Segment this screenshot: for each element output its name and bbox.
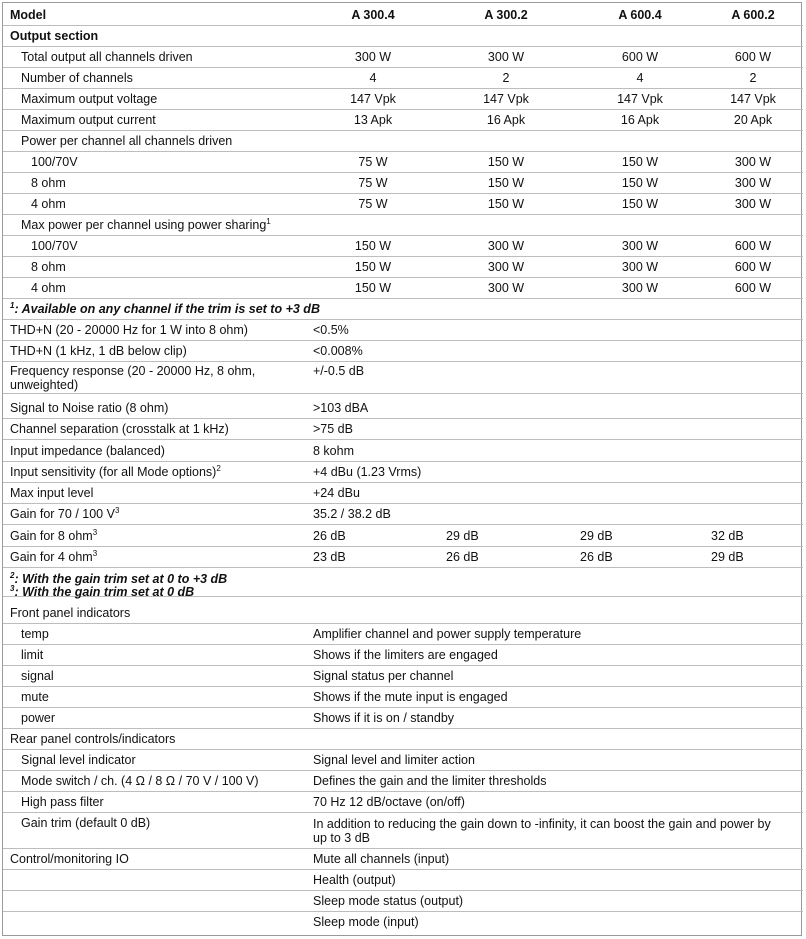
io-value: Sleep mode (input) (313, 915, 419, 929)
channels-label: Number of channels (21, 71, 133, 85)
value-cell: 150 W (487, 176, 525, 190)
value-cell: 600 W (621, 50, 659, 64)
value-cell: 32 dB (711, 529, 744, 543)
footnote-text: : Available on any channel if the trim is set to +3 dB (14, 302, 320, 316)
value-cell: 75 W (358, 155, 388, 169)
table-row (3, 215, 803, 236)
footnote-ref: 3 (92, 527, 98, 537)
spec-label (10, 504, 119, 525)
spec-table (2, 2, 802, 936)
spec-value: >103 dBA (313, 401, 369, 415)
footnote-ref: 1 (266, 216, 271, 226)
indicator-value: Shows if it is on / standby (313, 711, 455, 725)
table-row (3, 870, 803, 891)
spec-label: Max input level (10, 486, 94, 500)
value-cell: 300 W (487, 281, 525, 295)
spec-label: Frequency response (20 - 20000 Hz, 8 ohm, unweighted) (10, 364, 256, 392)
value-cell: 16 Apk (486, 113, 526, 127)
table-row (3, 708, 803, 729)
footnote-1 (10, 299, 320, 320)
value-cell: 13 Apk (353, 113, 393, 127)
control-label: High pass filter (21, 795, 104, 809)
footnote-ref: 3 (114, 505, 120, 515)
table-row (3, 912, 803, 933)
row-label: 100/70V (31, 155, 78, 169)
indicator-label: signal (21, 669, 54, 683)
value-cell: 23 dB (313, 550, 346, 564)
indicator-label: power (21, 711, 56, 725)
value-cell: 4 (636, 71, 644, 85)
model-a6004: A 600.4 (618, 8, 662, 22)
spec-value: >75 dB (313, 422, 353, 436)
max-current-label: Maximum output current (21, 113, 156, 127)
table-row (3, 504, 803, 525)
value-cell: 147 Vpk (483, 92, 529, 106)
total-output-label: Total output all channels driven (21, 50, 193, 64)
value-cell: 147 Vpk (730, 92, 776, 106)
table-row (3, 526, 803, 547)
header-row (3, 5, 803, 26)
table-row (3, 278, 803, 299)
row-label: 100/70V (31, 239, 78, 253)
value-cell: 150 W (354, 281, 392, 295)
control-io-label: Control/monitoring IO (10, 852, 129, 866)
section-title-output (3, 26, 803, 47)
model-a3004: A 300.4 (351, 8, 395, 22)
table-row (3, 236, 803, 257)
value-cell: 16 Apk (620, 113, 660, 127)
table-row (3, 194, 803, 215)
table-row (3, 849, 803, 870)
spec-label-text: Gain for 70 / 100 V (10, 507, 115, 521)
table-row (3, 68, 803, 89)
spec-value: +24 dBu (313, 486, 360, 500)
value-cell: 600 W (734, 281, 772, 295)
footnote-mark: 3 (10, 583, 15, 593)
table-row (3, 891, 803, 912)
value-cell: 20 Apk (733, 113, 773, 127)
spec-label: THD+N (20 - 20000 Hz for 1 W into 8 ohm) (10, 323, 248, 337)
table-row (3, 89, 803, 110)
table-row (3, 110, 803, 131)
row-label: 4 ohm (31, 281, 66, 295)
value-cell: 300 W (734, 155, 772, 169)
table-row (3, 771, 803, 792)
spec-value: 8 kohm (313, 444, 354, 458)
spec-label: Input impedance (balanced) (10, 444, 165, 458)
spec-label: THD+N (1 kHz, 1 dB below clip) (10, 344, 187, 358)
row-label: 8 ohm (31, 176, 66, 190)
table-row (3, 624, 803, 645)
io-value: Sleep mode status (output) (313, 894, 464, 908)
footnote-2 (10, 572, 227, 586)
value-cell: 150 W (621, 197, 659, 211)
table-row (3, 547, 803, 568)
control-label: Mode switch / ch. (4 Ω / 8 Ω / 70 V / 100 V) (21, 774, 259, 788)
front-panel-title: Front panel indicators (10, 606, 131, 620)
control-value: In addition to reducing the gain down to -infinity, it can boost the gain and power by up to 3 dB (313, 817, 771, 845)
value-cell: 600 W (734, 50, 772, 64)
table-row (3, 750, 803, 771)
spec-value: <0.008% (313, 344, 363, 358)
indicator-value: Shows if the limiters are engaged (313, 648, 498, 662)
value-cell: 75 W (358, 197, 388, 211)
table-row (3, 813, 803, 849)
spec-value: 35.2 / 38.2 dB (313, 507, 391, 521)
table-row (3, 47, 803, 68)
value-cell: 2 (749, 71, 757, 85)
power-per-channel-label: Power per channel all channels driven (21, 134, 233, 148)
table-row (3, 257, 803, 278)
footnote-3 (10, 585, 194, 599)
output-section-title: Output section (10, 29, 99, 43)
value-cell: 26 dB (580, 550, 613, 564)
value-cell: 300 W (487, 50, 525, 64)
value-cell: 150 W (354, 260, 392, 274)
value-cell: 75 W (358, 176, 388, 190)
control-label: Signal level indicator (21, 753, 136, 767)
value-cell: 29 dB (711, 550, 744, 564)
table-row (3, 398, 803, 419)
value-cell: 300 W (621, 281, 659, 295)
footnote-row (3, 299, 803, 320)
power-sharing-text: Max power per channel using power sharing (21, 218, 267, 232)
table-row (3, 687, 803, 708)
row-label: 8 ohm (31, 260, 66, 274)
value-cell: 300 W (487, 260, 525, 274)
model-label: Model (10, 8, 47, 22)
value-cell: 600 W (734, 260, 772, 274)
spec-value: <0.5% (313, 323, 349, 337)
footnote-row (3, 569, 803, 597)
gain4-text: Gain for 4 ohm (10, 550, 93, 564)
footnote-text: : With the gain trim set at 0 to +3 dB (14, 572, 228, 586)
table-row (3, 729, 803, 750)
indicator-value: Amplifier channel and power supply temperature (313, 627, 582, 641)
power-sharing-label (21, 215, 271, 236)
value-cell: 150 W (621, 176, 659, 190)
table-row (3, 645, 803, 666)
indicator-value: Shows if the mute input is engaged (313, 690, 508, 704)
model-a6002: A 600.2 (731, 8, 775, 22)
value-cell: 147 Vpk (350, 92, 396, 106)
footnote-ref: 2 (216, 463, 221, 473)
max-voltage-label: Maximum output voltage (21, 92, 158, 106)
indicator-label: limit (21, 648, 44, 662)
value-cell: 2 (502, 71, 510, 85)
indicator-label: mute (21, 690, 49, 704)
value-cell: 29 dB (446, 529, 479, 543)
footnote-mark: 2 (10, 570, 15, 580)
io-value: Health (output) (313, 873, 396, 887)
value-cell: 150 W (354, 239, 392, 253)
table-row (3, 152, 803, 173)
io-value: Mute all channels (input) (313, 852, 450, 866)
value-cell: 300 W (621, 260, 659, 274)
spec-value: +/-0.5 dB (313, 364, 365, 378)
gain4-label (10, 547, 97, 568)
spec-label-text: Input sensitivity (for all Mode options) (10, 465, 217, 479)
control-value: 70 Hz 12 dB/octave (on/off) (313, 795, 465, 809)
spec-label: Channel separation (crosstalk at 1 kHz) (10, 422, 229, 436)
table-row (3, 173, 803, 194)
table-row (3, 441, 803, 462)
gain8-label (10, 526, 97, 547)
spec-label: Signal to Noise ratio (8 ohm) (10, 401, 169, 415)
value-cell: 300 W (734, 197, 772, 211)
table-row (3, 341, 803, 362)
value-cell: 150 W (487, 155, 525, 169)
value-cell: 26 dB (313, 529, 346, 543)
table-row (3, 462, 803, 483)
table-row (3, 666, 803, 687)
table-row (3, 320, 803, 341)
value-cell: 29 dB (580, 529, 613, 543)
indicator-label: temp (21, 627, 49, 641)
control-value: Defines the gain and the limiter thresholds (313, 774, 547, 788)
control-label: Gain trim (default 0 dB) (21, 816, 151, 830)
spec-label (10, 462, 221, 483)
value-cell: 26 dB (446, 550, 479, 564)
row-label: 4 ohm (31, 197, 66, 211)
table-row (3, 792, 803, 813)
table-row (3, 483, 803, 504)
table-row (3, 362, 803, 394)
footnote-mark: 1 (10, 300, 15, 310)
value-cell: 300 W (354, 50, 392, 64)
table-row (3, 603, 803, 624)
value-cell: 4 (369, 71, 377, 85)
value-cell: 300 W (734, 176, 772, 190)
rear-panel-title: Rear panel controls/indicators (10, 732, 176, 746)
footnote-ref: 3 (92, 548, 98, 558)
value-cell: 150 W (621, 155, 659, 169)
gain8-text: Gain for 8 ohm (10, 529, 93, 543)
footnote-text: : With the gain trim set at 0 dB (14, 585, 195, 599)
table-row (3, 131, 803, 152)
control-value: Signal level and limiter action (313, 753, 475, 767)
table-row (3, 419, 803, 440)
value-cell: 600 W (734, 239, 772, 253)
spec-value: +4 dBu (1.23 Vrms) (313, 465, 422, 479)
value-cell: 147 Vpk (617, 92, 663, 106)
value-cell: 300 W (487, 239, 525, 253)
value-cell: 150 W (487, 197, 525, 211)
value-cell: 300 W (621, 239, 659, 253)
model-a3002: A 300.2 (484, 8, 528, 22)
indicator-value: Signal status per channel (313, 669, 454, 683)
